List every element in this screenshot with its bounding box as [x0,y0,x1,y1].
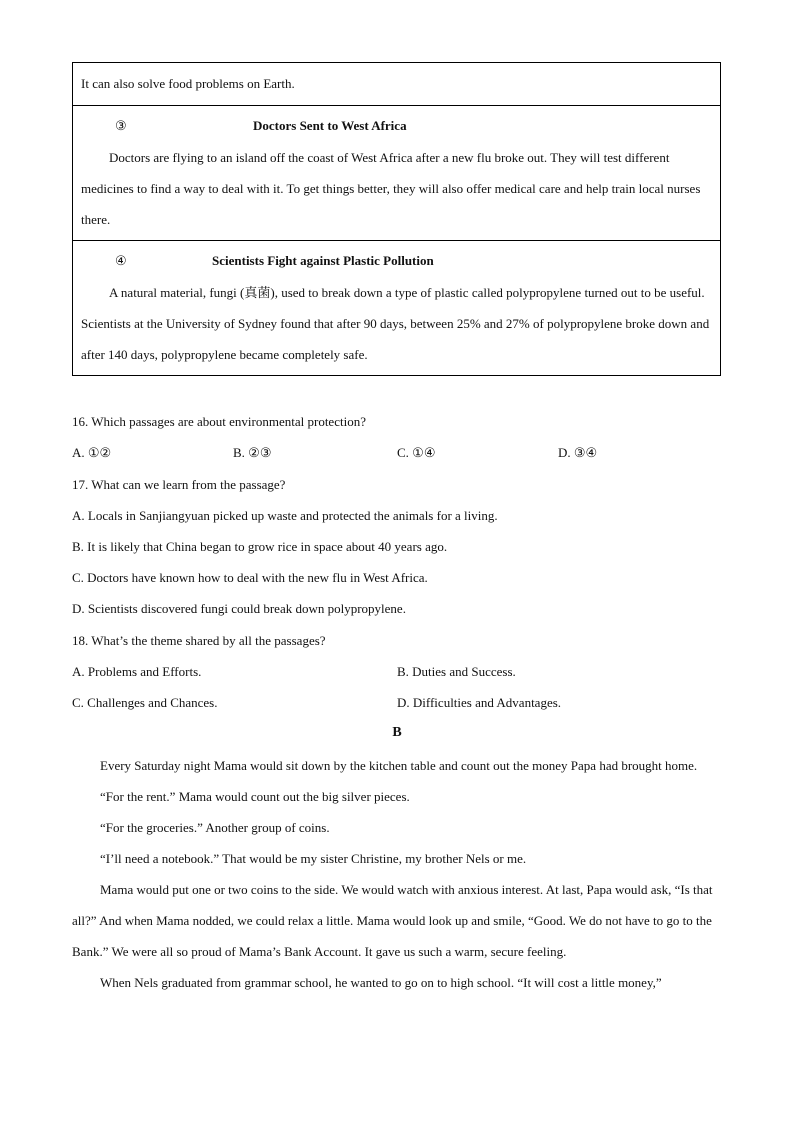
passage-paragraph: “I’ll need a notebook.” That would be my sister Christine, my brother Nels or me. [100,851,527,866]
passage-3-body: Doctors are flying to an island off the coast of West Africa after a new flu broke out. They will test different medicines to find a way to deal with it. To get things better, they will also offer medical care and help train local nurses there. [81,150,701,227]
passage-4-number: ④ [115,253,127,268]
question-18-option-d[interactable]: D. Difficulties and Advantages. [397,695,562,710]
passage-4-heading [81,241,712,281]
passage-3-row [73,105,720,240]
question-16-option-c[interactable]: C. ①④ [397,445,436,460]
passage-paragraph: When Nels graduated from grammar school, he wanted to go on to high school. “It will cost a little money,” [100,975,662,990]
passage-paragraph: Every Saturday night Mama would sit down by the kitchen table and count out the money Papa had brought home. [100,758,698,773]
question-17-option-d[interactable]: D. Scientists discovered fungi could break down polypropylene. [72,601,406,616]
passage-2-tail-row [73,63,720,105]
section-b-heading: B [392,725,402,740]
passages-table [72,62,721,376]
passage-paragraph: “For the groceries.” Another group of coins. [100,820,330,835]
passage-4-row [73,240,720,375]
passage-paragraph: Mama would put one or two coins to the side. We would watch with anxious interest. At last, Papa would ask, “Is that all?” And when Mama nodded, we could relax a little. Mama would look up and smile, “Good. We do not have to go to the Bank.” We were all so proud of Mama’s Bank Account. It gave us such a warm, secure feeling. [72,882,713,959]
passage-2-tail-text: It can also solve food problems on Earth. [81,76,295,91]
passage-3-number: ③ [115,118,127,133]
passage-3-title: Doctors Sent to West Africa [253,118,407,133]
question-18-stem: 18. What’s the theme shared by all the passages? [72,633,326,648]
question-17-option-b[interactable]: B. It is likely that China began to grow rice in space about 40 years ago. [72,539,448,554]
question-16-option-b[interactable]: B. ②③ [233,445,272,460]
question-16-stem: 16. Which passages are about environmental protection? [72,414,366,429]
passage-paragraph: “For the rent.” Mama would count out the big silver pieces. [100,789,410,804]
question-18-option-c[interactable]: C. Challenges and Chances. [72,695,218,710]
passage-4-title: Scientists Fight against Plastic Pollution [212,253,434,268]
question-18-option-b[interactable]: B. Duties and Success. [397,664,516,679]
section-b-passage [72,750,722,998]
passage-4-body: A natural material, fungi (真菌), used to break down a type of plastic called polypropylene turned out to be useful. Scientists at the University of Sydney found that after 90 days, between 25% and 27% of polypropylene broke down and after 140 days, polypropylene became completely safe. [81,285,710,362]
question-18-option-a[interactable]: A. Problems and Efforts. [72,664,202,679]
question-17-option-c[interactable]: C. Doctors have known how to deal with the new flu in West Africa. [72,570,428,585]
question-17-stem: 17. What can we learn from the passage? [72,477,286,492]
question-16-option-a[interactable]: A. ①② [72,445,112,460]
question-16-option-d[interactable]: D. ③④ [558,445,598,460]
question-17-option-a[interactable]: A. Locals in Sanjiangyuan picked up waste and protected the animals for a living. [72,508,498,523]
passage-3-heading [81,106,712,146]
